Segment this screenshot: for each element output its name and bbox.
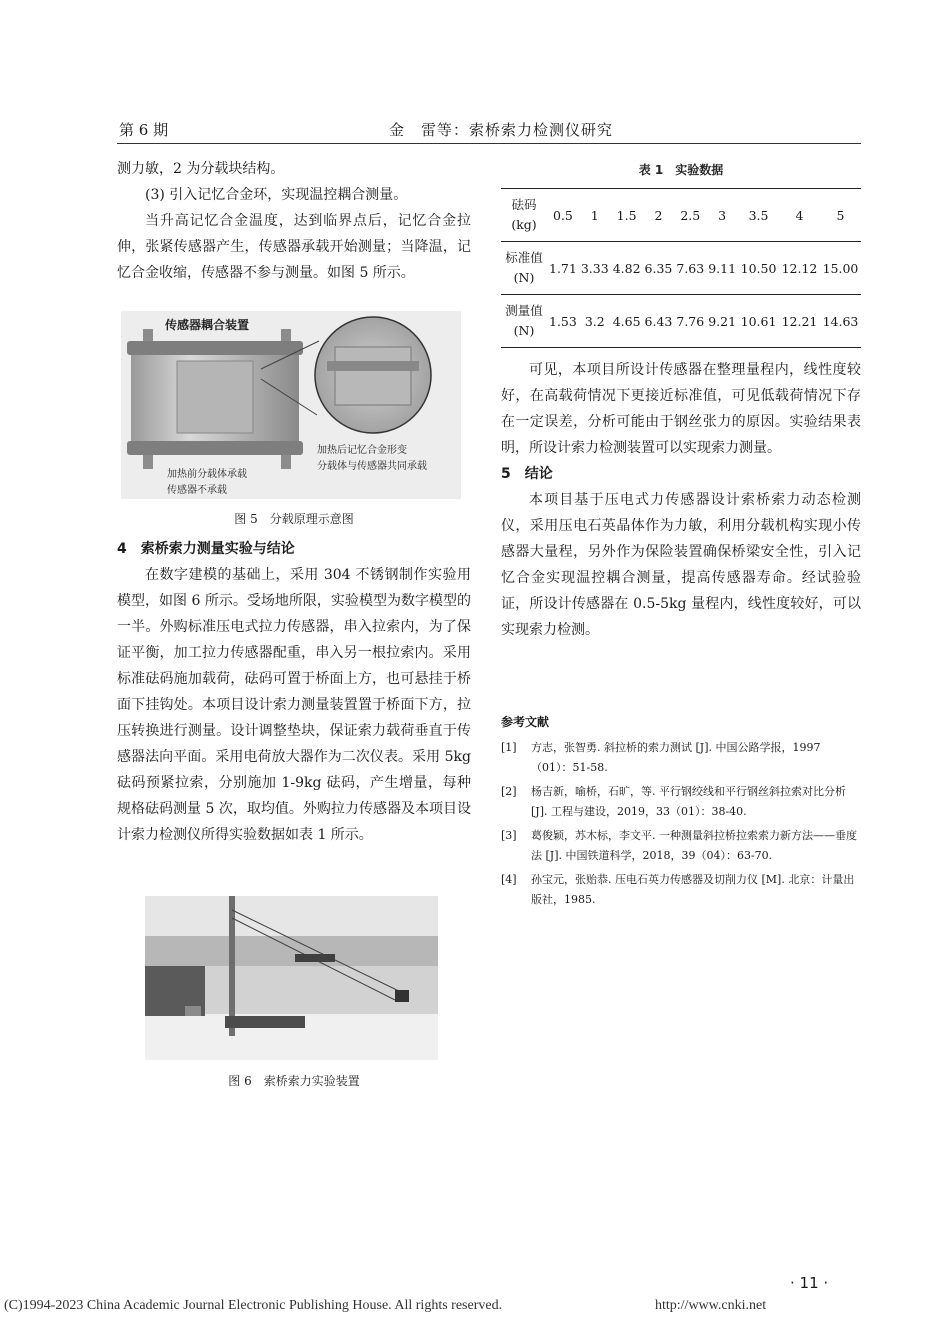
copyright-footer: (C)1994-2023 China Academic Journal Electronic Publishing House. All rights reserved.	[4, 1298, 503, 1313]
right-column-body	[501, 357, 861, 643]
table-cell: 5	[820, 189, 861, 242]
figure-6-caption: 图 6 索桥索力实验装置	[228, 1074, 360, 1088]
running-header	[117, 117, 861, 144]
table-row	[501, 242, 861, 295]
row-header: 砝码 (kg)	[501, 189, 547, 242]
table-row	[501, 189, 861, 242]
table-cell: 0.5	[547, 189, 579, 242]
table-cell: 3.33	[579, 242, 611, 295]
body-paragraph: (3) 引入记忆合金环，实现温控耦合测量。	[145, 187, 408, 203]
load-sharing-diagram	[121, 311, 461, 499]
table-cell: 2.5	[674, 189, 706, 242]
body-paragraph: 在数字建模的基础上，采用 304 不锈钢制作实验用模型，如图 6 所示。受场地所限，实验模型为数字模型的一半。外购标准压电式拉力传感器，串入拉索内，为了保证平衡，加工拉力传感器配重，串入另一根拉索内。采用标准砝码施加载荷，砝码可置于桥面上方，也可悬挂于桥面下挂钩处。本项目设计索力测量装置置于桥面下方，拉压转换进行测量。设计调整垫块，保证索力载荷垂直于传感器法向平面。采用电荷放大器作为二次仪表。采用 5kg 砝码预紧拉索，分别施加 1-9kg 砝码，产生增量，每种规格砝码测量 5 次，取均值。外购拉力传感器及本项目设计索力检测仪所得实验数据如表 1 所示。	[117, 567, 471, 843]
page-number: · 11 ·	[790, 1274, 829, 1292]
footer-url[interactable]: http://www.cnki.net	[655, 1298, 767, 1313]
fig5-label-left-1: 加热前分载体承载	[167, 469, 247, 480]
body-paragraph: 本项目基于压电式力传感器设计索桥索力动态检测仪，采用压电石英晶体作为力敏，利用分载机构实现小传感器大量程，另外作为保险装置确保桥梁安全性，引入记忆合金实现温控耦合测量，提高传感器寿命。经试验验证，所设计传感器在 0.5-5kg 量程内，线性度较好，可以实现索力检测。	[501, 492, 861, 638]
table-cell: 7.63	[674, 242, 706, 295]
row-header: 标准值 (N)	[501, 242, 547, 295]
table-cell: 4.82	[611, 242, 643, 295]
references-title: 参考文献	[501, 715, 550, 729]
fig5-label-top: 传感器耦合装置	[165, 318, 250, 332]
table-cell: 9.11	[706, 242, 738, 295]
tower	[229, 896, 235, 1036]
figure-5-caption: 图 5 分载原理示意图	[234, 512, 354, 526]
table-cell: 6.35	[643, 242, 675, 295]
table-1-title: 表 1 实验数据	[638, 163, 724, 177]
table-cell: 7.76	[674, 295, 706, 348]
section-5-title: 5 结论	[501, 466, 553, 482]
figure-6	[145, 896, 438, 1060]
reference-item: [4] 孙宝元，张贻恭. 压电石英力传感器及切削力仪 [M]. 北京：计量出版社，1985.	[501, 873, 855, 906]
table-cell: 4	[779, 189, 820, 242]
table-cell: 1	[579, 189, 611, 242]
fig5-label-right-1: 加热后记忆合金形变	[317, 445, 407, 456]
issue-number: 第 6 期	[119, 121, 169, 139]
fig5-label-right-2: 分载体与传感器共同承载	[317, 461, 427, 472]
reference-item: [1] 方志，张智勇. 斜拉桥的索力测试 [J]. 中国公路学报，1997（01）：51-58.	[501, 741, 821, 774]
table-cell: 12.21	[779, 295, 820, 348]
left-column-top	[117, 156, 471, 286]
figure-5	[121, 311, 461, 499]
table-cell: 12.12	[779, 242, 820, 295]
references	[501, 712, 861, 914]
table-cell: 10.61	[738, 295, 779, 348]
table-cell: 15.00	[820, 242, 861, 295]
table-cell: 3.5	[738, 189, 779, 242]
table-cell: 10.50	[738, 242, 779, 295]
section-4-title: 4 索桥索力测量实验与结论	[117, 541, 295, 557]
body-paragraph: 测力敏，2 为分载块结构。	[117, 161, 285, 177]
reference-item: [2] 杨吉新，喻桥，石旷，等. 平行钢绞线和平行钢丝斜拉索对比分析 [J]. 工程与建设，2019，33（01）：38-40.	[501, 785, 846, 818]
table-cell: 3.2	[579, 295, 611, 348]
table-cell: 6.43	[643, 295, 675, 348]
fig5-label-left-2: 传感器不承载	[167, 485, 227, 496]
experiment-photo	[145, 896, 438, 1060]
bottom-plate	[127, 441, 303, 455]
table-row	[501, 295, 861, 348]
left-column-section4	[117, 536, 471, 848]
table-cell: 2	[643, 189, 675, 242]
running-title: 金 雷等：索桥索力检测仪研究	[389, 121, 614, 139]
row-header: 测量值 (N)	[501, 295, 547, 348]
table-cell: 1.53	[547, 295, 579, 348]
table-cell: 4.65	[611, 295, 643, 348]
table-1	[501, 188, 861, 348]
table-cell: 14.63	[820, 295, 861, 348]
body-paragraph: 当升高记忆合金温度，达到临界点后，记忆合金拉伸，张紧传感器产生，传感器承载开始测量；当降温，记忆合金收缩，传感器不参与测量。如图 5 所示。	[117, 213, 471, 281]
table-cell: 1.5	[611, 189, 643, 242]
table-cell: 9.21	[706, 295, 738, 348]
top-plate	[127, 341, 303, 355]
table-cell: 3	[706, 189, 738, 242]
inner-sensor	[177, 361, 253, 433]
table-cell: 1.71	[547, 242, 579, 295]
reference-item: [3] 葛俊颖，苏木标，李文平. 一种测量斜拉桥拉索索力新方法——垂度法 [J]. 中国铁道科学，2018，39（04）：63-70.	[501, 829, 857, 862]
body-paragraph: 可见，本项目所设计传感器在整理量程内，线性度较好，在高载荷情况下更接近标准值，可见低载荷情况下存在一定误差，分析可能由于钢丝张力的原因。实验结果表明，所设计索力检测装置可以实现索力测量。	[501, 362, 861, 456]
